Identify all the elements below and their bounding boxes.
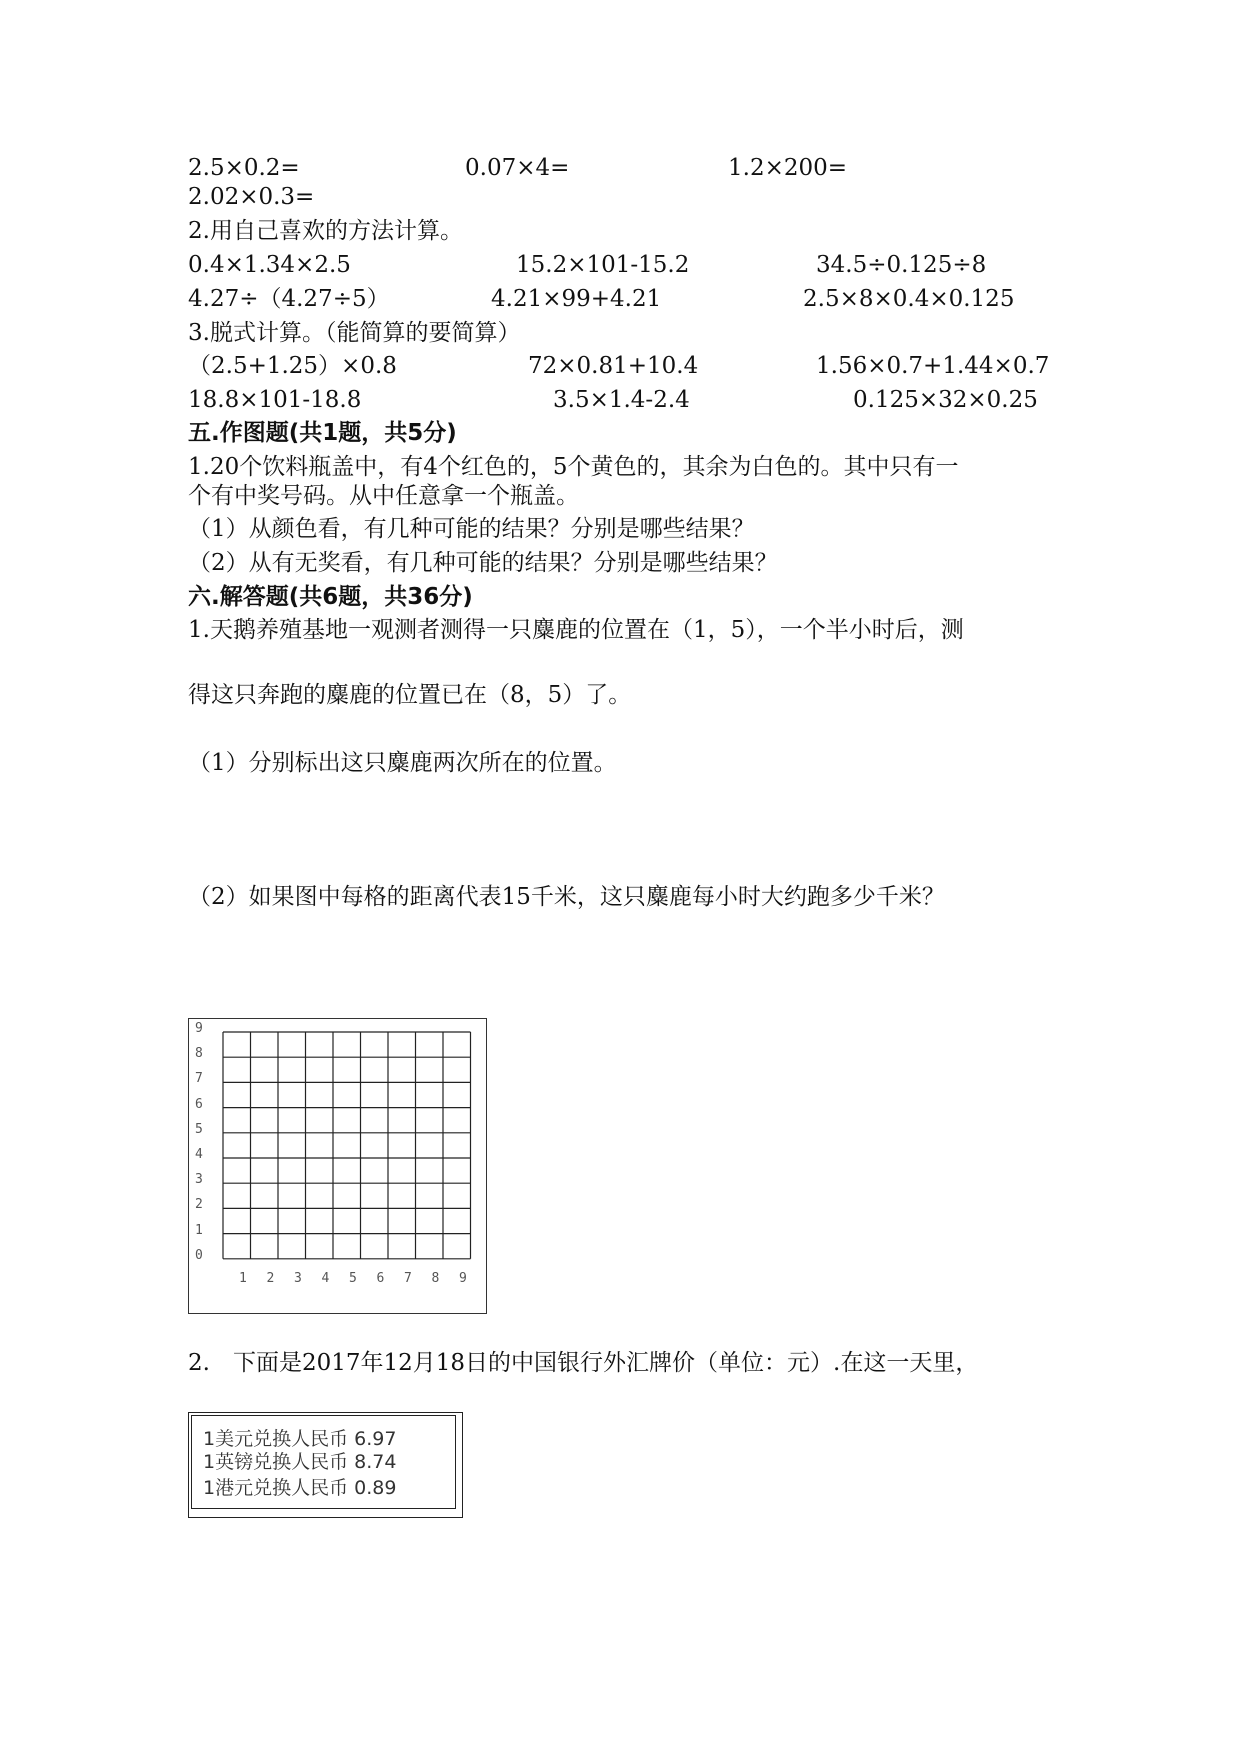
- x-axis-label: 8: [431, 1270, 440, 1286]
- section-heading: 六.解答题(共6题，共36分): [188, 584, 473, 610]
- calc-item: 3.5×1.4-2.4: [553, 387, 690, 413]
- y-axis-label: 2: [195, 1197, 203, 1213]
- question-text: 1.天鹅养殖基地一观测者测得一只麋鹿的位置在（1，5），一个半小时后，测: [188, 617, 964, 643]
- sub-question: （1）分别标出这只麋鹿两次所在的位置。: [188, 750, 617, 776]
- sub-question: （2）从有无奖看，有几种可能的结果？分别是哪些结果？: [188, 550, 778, 576]
- calc-item: 0.07×4=: [465, 155, 570, 181]
- section-heading: 五.作图题(共1题，共5分): [188, 420, 457, 446]
- x-axis-label: 4: [321, 1270, 330, 1286]
- grid-lines: [189, 1019, 485, 1312]
- question-text: 1.20个饮料瓶盖中，有4个红色的，5个黄色的，其余为白色的。其中只有一: [188, 454, 959, 480]
- x-axis-label: 1: [239, 1270, 247, 1286]
- x-axis-label: 5: [349, 1270, 357, 1286]
- rate-line: 1英镑兑换人民币 8.74: [203, 1451, 397, 1473]
- y-axis-label: 8: [195, 1046, 203, 1062]
- question-text: 个有中奖号码。从中任意拿一个瓶盖。: [188, 483, 579, 509]
- calc-item: 0.125×32×0.25: [853, 387, 1038, 413]
- y-axis-label: 5: [195, 1121, 203, 1137]
- rate-line: 1港元兑换人民币 0.89: [203, 1477, 397, 1499]
- calc-item: 4.27÷（4.27÷5）: [188, 286, 390, 312]
- calc-item: 1.2×200=: [728, 155, 848, 181]
- y-axis-label: 0: [195, 1247, 203, 1263]
- x-axis-label: 3: [294, 1270, 302, 1286]
- y-axis-label: 7: [195, 1071, 203, 1087]
- question-title: 2.用自己喜欢的方法计算。: [188, 218, 463, 244]
- calc-item: （2.5+1.25）×0.8: [188, 353, 397, 379]
- calc-item: 0.4×1.34×2.5: [188, 252, 351, 278]
- question-text: 得这只奔跑的麋鹿的位置已在（8，5）了。: [188, 682, 632, 708]
- calc-item: 2.02×0.3=: [188, 184, 315, 210]
- calc-item: 15.2×101-15.2: [516, 252, 690, 278]
- x-axis-label: 7: [404, 1270, 412, 1286]
- exchange-rate-box: [188, 1412, 463, 1518]
- calc-item: 72×0.81+10.4: [528, 353, 699, 379]
- y-axis-label: 6: [195, 1096, 203, 1112]
- calc-item: 34.5÷0.125÷8: [816, 252, 987, 278]
- calc-item: 1.56×0.7+1.44×0.7: [816, 353, 1050, 379]
- y-axis-label: 3: [195, 1172, 203, 1188]
- calc-item: 2.5×8×0.4×0.125: [803, 286, 1015, 312]
- calc-item: 2.5×0.2=: [188, 155, 300, 181]
- x-axis-label: 2: [266, 1270, 275, 1286]
- rate-line: 1美元兑换人民币 6.97: [203, 1428, 397, 1450]
- question-title: 3.脱式计算。（能简算的要简算）: [188, 320, 521, 346]
- exchange-rate-inner-frame: [191, 1415, 456, 1509]
- sub-question: （2）如果图中每格的距离代表15千米，这只麋鹿每小时大约跑多少千米？: [188, 884, 945, 910]
- question-text: 2. 下面是2017年12月18日的中国银行外汇牌价（单位：元）.在这一天里，: [188, 1350, 979, 1376]
- y-axis-label: 9: [195, 1021, 203, 1036]
- coordinate-grid-figure: [188, 1018, 487, 1314]
- calc-item: 4.21×99+4.21: [491, 286, 662, 312]
- sub-question: （1）从颜色看，有几种可能的结果？分别是哪些结果？: [188, 516, 755, 542]
- y-axis-label: 4: [195, 1147, 203, 1162]
- y-axis-label: 1: [195, 1222, 203, 1238]
- x-axis-label: 9: [459, 1270, 467, 1286]
- calc-item: 18.8×101-18.8: [188, 387, 362, 413]
- x-axis-label: 6: [376, 1270, 385, 1286]
